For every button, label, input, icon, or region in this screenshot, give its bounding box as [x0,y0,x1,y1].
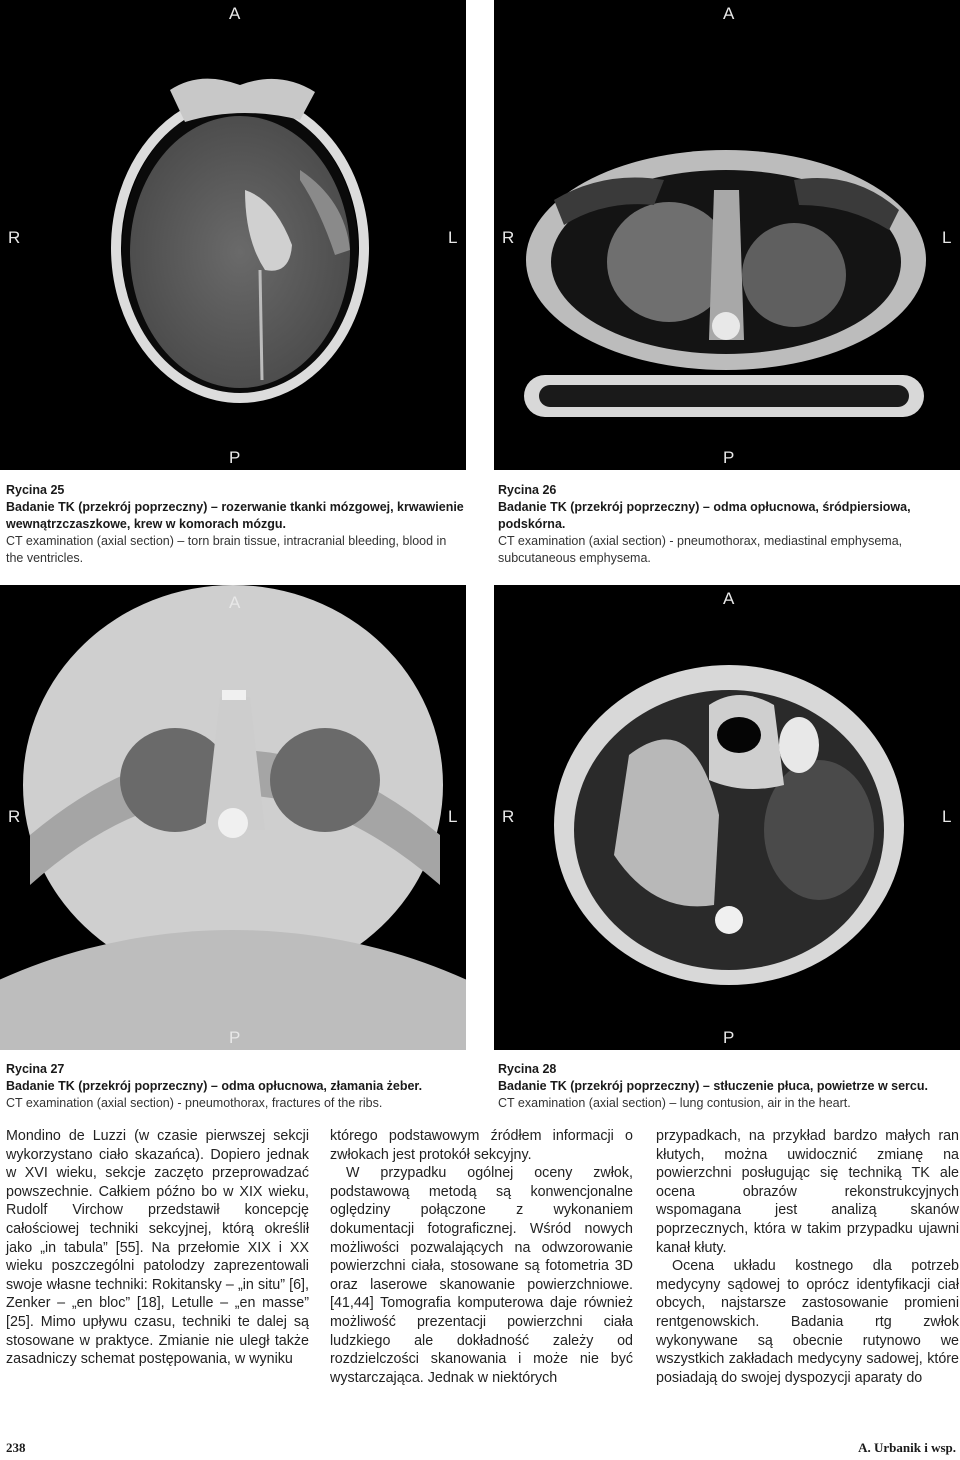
caption-title: Rycina 26 [498,483,557,497]
caption-english: CT examination (axial section) - pneumothorax, fractures of the ribs. [6,1096,383,1110]
caption-title: Rycina 27 [6,1062,65,1076]
figure-27-ct-chest [0,585,466,1050]
body-column-1 [6,1127,309,1369]
paragraph: W przypadku ogólnej oceny zwłok, podstawową metodą są konwencjonalne oględziny połączone z wykonaniem dokumentacji fotograficznej. Wśród nowych możliwości pozwalających na odwzorowanie powierzchni ciała, stosowane są fotometria 3D oraz laserowe skanowanie powierzchniowe. [41,44] Tomografia komputerowa daje również możliwość prezentacji powierzchni ciała ludzkiego ale dokładność zależy od rozdzielczości skanowania i może nie być wystarczająca. Jednak w niektórych [330,1165,633,1386]
orientation-anterior: A [723,4,735,23]
orientation-posterior: P [229,448,241,467]
ct-chest-pneumothorax-image [0,585,466,1050]
body-column-2 [330,1127,633,1387]
page-number: 238 [6,1440,26,1455]
orientation-left: L [448,807,458,826]
caption-figure-27 [6,1061,466,1112]
caption-english: CT examination (axial section) – lung contusion, air in the heart. [498,1096,851,1110]
orientation-posterior: P [723,448,735,467]
ct-brain-image [0,0,466,470]
caption-polish: Badanie TK (przekrój poprzeczny) – rozerwanie tkanki mózgowej, krwawienie wewnątrzczaszkowe, krew w komorach mózgu. [6,500,464,531]
body-column-3 [656,1127,959,1387]
figure-28-ct-chest [494,585,960,1050]
orientation-left: L [942,228,952,247]
orientation-right: R [8,807,21,826]
caption-figure-26 [498,482,958,567]
caption-english: CT examination (axial section) – torn brain tissue, intracranial bleeding, blood in the ventricles. [6,534,447,565]
orientation-posterior: P [723,1028,735,1047]
orientation-anterior: A [229,593,241,612]
caption-figure-25 [6,482,466,567]
paragraph: Mondino de Luzzi (w czasie pierwszej sekcji wykorzystano ciało skazańca). Dopiero jednak w XVI wieku, sekcje zaczęto przeprowadzać powszechnie. Całkiem późno bo w XIX wieku, Rudolf Virchow przedstawił koncepcję całościowej techniki sekcyjnej, którą określił jako „in tabula” [55]. Na przełomie XIX i XX wieku poszczególni patolodzy zaprezentowali swoje własne techniki: Rokitansky – „in situ” [6], Zenker – „en bloc” [18], Letulle – „en masse” [25]. Mimo upływu czasu, techniki te dalej są stosowane w praktyce. Zmianie nie uległ także zasadniczy schemat postępowania, w wyniku [6,1128,309,1368]
caption-title: Rycina 25 [6,483,65,497]
paragraph: którego podstawowym źródłem informacji o zwłokach jest protokół sekcyjny. [330,1128,633,1163]
caption-english: CT examination (axial section) - pneumothorax, mediastinal emphysema, subcutaneous emphysema. [498,534,903,565]
paragraph: Ocena układu kostnego dla potrzeb medycyny sądowej to oprócz identyfikacji ciał obcych, najstarsze zastosowanie promieni rentgenowskich. Badania rtg zwłok wykonywane są obecnie rutynowo we wszystkich zakładach medycyny sadowej, które posiadają do swojej dyspozycji aparaty do [656,1258,959,1386]
orientation-anterior: A [723,589,735,608]
caption-figure-28 [498,1061,958,1112]
ct-chest-emphysema-image [494,0,960,470]
ct-chest-contusion-image [494,585,960,1050]
orientation-right: R [502,228,515,247]
orientation-left: L [448,228,458,247]
figure-26-ct-chest [494,0,960,470]
orientation-right: R [8,228,21,247]
orientation-right: R [502,807,515,826]
figure-25-ct-brain [0,0,466,470]
caption-polish: Badanie TK (przekrój poprzeczny) – odma opłucnowa, złamania żeber. [6,1079,423,1093]
paragraph: przypadkach, na przykład bardzo małych ran kłutych, można uwidocznić zmianę na powierzchni posługując się techniką TK ale ocena obrazów rekonstrukcyjnych wspomagana jest analizą skanów poprzecznych, która w takim przypadku ujawni kanał kłuty. [656,1128,959,1256]
caption-polish: Badanie TK (przekrój poprzeczny) – odma opłucnowa, śródpiersiowa, podskórna. [498,500,911,531]
orientation-anterior: A [229,4,241,23]
orientation-left: L [942,807,952,826]
caption-polish: Badanie TK (przekrój poprzeczny) – stłuczenie płuca, powietrze w sercu. [498,1079,928,1093]
footer-author: A. Urbanik i wsp. [858,1440,956,1455]
orientation-posterior: P [229,1028,241,1047]
caption-title: Rycina 28 [498,1062,557,1076]
